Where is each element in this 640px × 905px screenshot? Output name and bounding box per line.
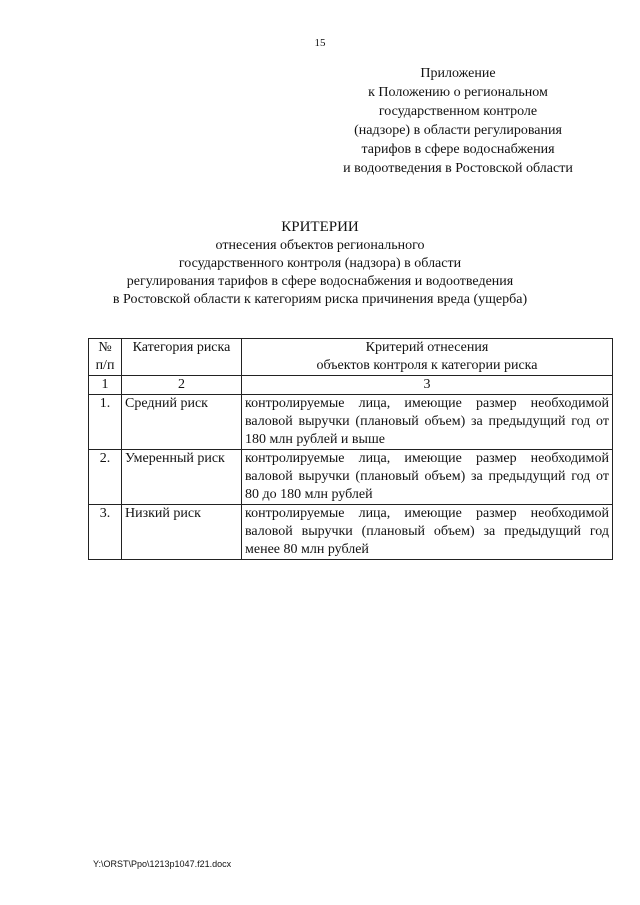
row-category: Умеренный риск (122, 450, 242, 505)
index-cell: 2 (122, 376, 242, 395)
appendix-line: тарифов в сфере водоснабжения (361, 142, 555, 157)
title-heading: КРИТЕРИИ (281, 219, 359, 235)
table-row (89, 395, 613, 450)
appendix-line: к Положению о региональном (368, 85, 548, 100)
appendix-line: государственном контроле (378, 104, 538, 119)
row-category: Низкий риск (122, 505, 242, 560)
appendix-line: (надзоре) в области регулирования (354, 123, 562, 138)
row-num: 2. (89, 450, 122, 505)
title-line: регулирования тарифов в сфере водоснабжения и водоотведения (126, 274, 514, 289)
row-num: 1. (89, 395, 122, 450)
header-criterion-line1: Критерий отнесения (365, 340, 489, 355)
appendix-line: и водоотведения в Ростовской области (343, 161, 573, 176)
header-criterion-line2: объектов контроля к категории риска (316, 358, 538, 373)
document-title (0, 218, 640, 309)
row-category: Средний риск (122, 395, 242, 450)
table-index-row (89, 376, 613, 395)
table-row (89, 450, 613, 505)
row-num: 3. (89, 505, 122, 560)
file-path: Y:\ORST\Ppo\1213p1047.f21.docx (93, 859, 232, 869)
appendix-line: Приложение (420, 66, 496, 81)
index-cell: 1 (89, 376, 122, 395)
table-header-row (89, 339, 613, 376)
header-num-line2: п/п (95, 358, 115, 373)
header-num (89, 339, 122, 376)
title-line: отнесения объектов регионального (215, 238, 425, 253)
row-criterion: контролируемые лица, имеющие размер необходимой валовой выручки (плановый объем) за предыдущий год менее 80 млн рублей (242, 505, 613, 560)
header-category: Категория риска (122, 339, 242, 376)
table-row (89, 505, 613, 560)
index-cell: 3 (242, 376, 613, 395)
appendix-block (308, 64, 608, 178)
title-line: государственного контроля (надзора) в области (178, 256, 462, 271)
row-criterion: контролируемые лица, имеющие размер необходимой валовой выручки (плановый объем) за предыдущий год от 80 до 180 млн рублей (242, 450, 613, 505)
row-criterion: контролируемые лица, имеющие размер необходимой валовой выручки (плановый объем) за предыдущий год от 180 млн рублей и выше (242, 395, 613, 450)
page-number: 15 (314, 37, 326, 49)
title-line: в Ростовской области к категориям риска причинения вреда (ущерба) (112, 292, 528, 307)
header-criterion (242, 339, 613, 376)
criteria-table (88, 338, 613, 560)
header-num-line1: № (98, 340, 112, 355)
